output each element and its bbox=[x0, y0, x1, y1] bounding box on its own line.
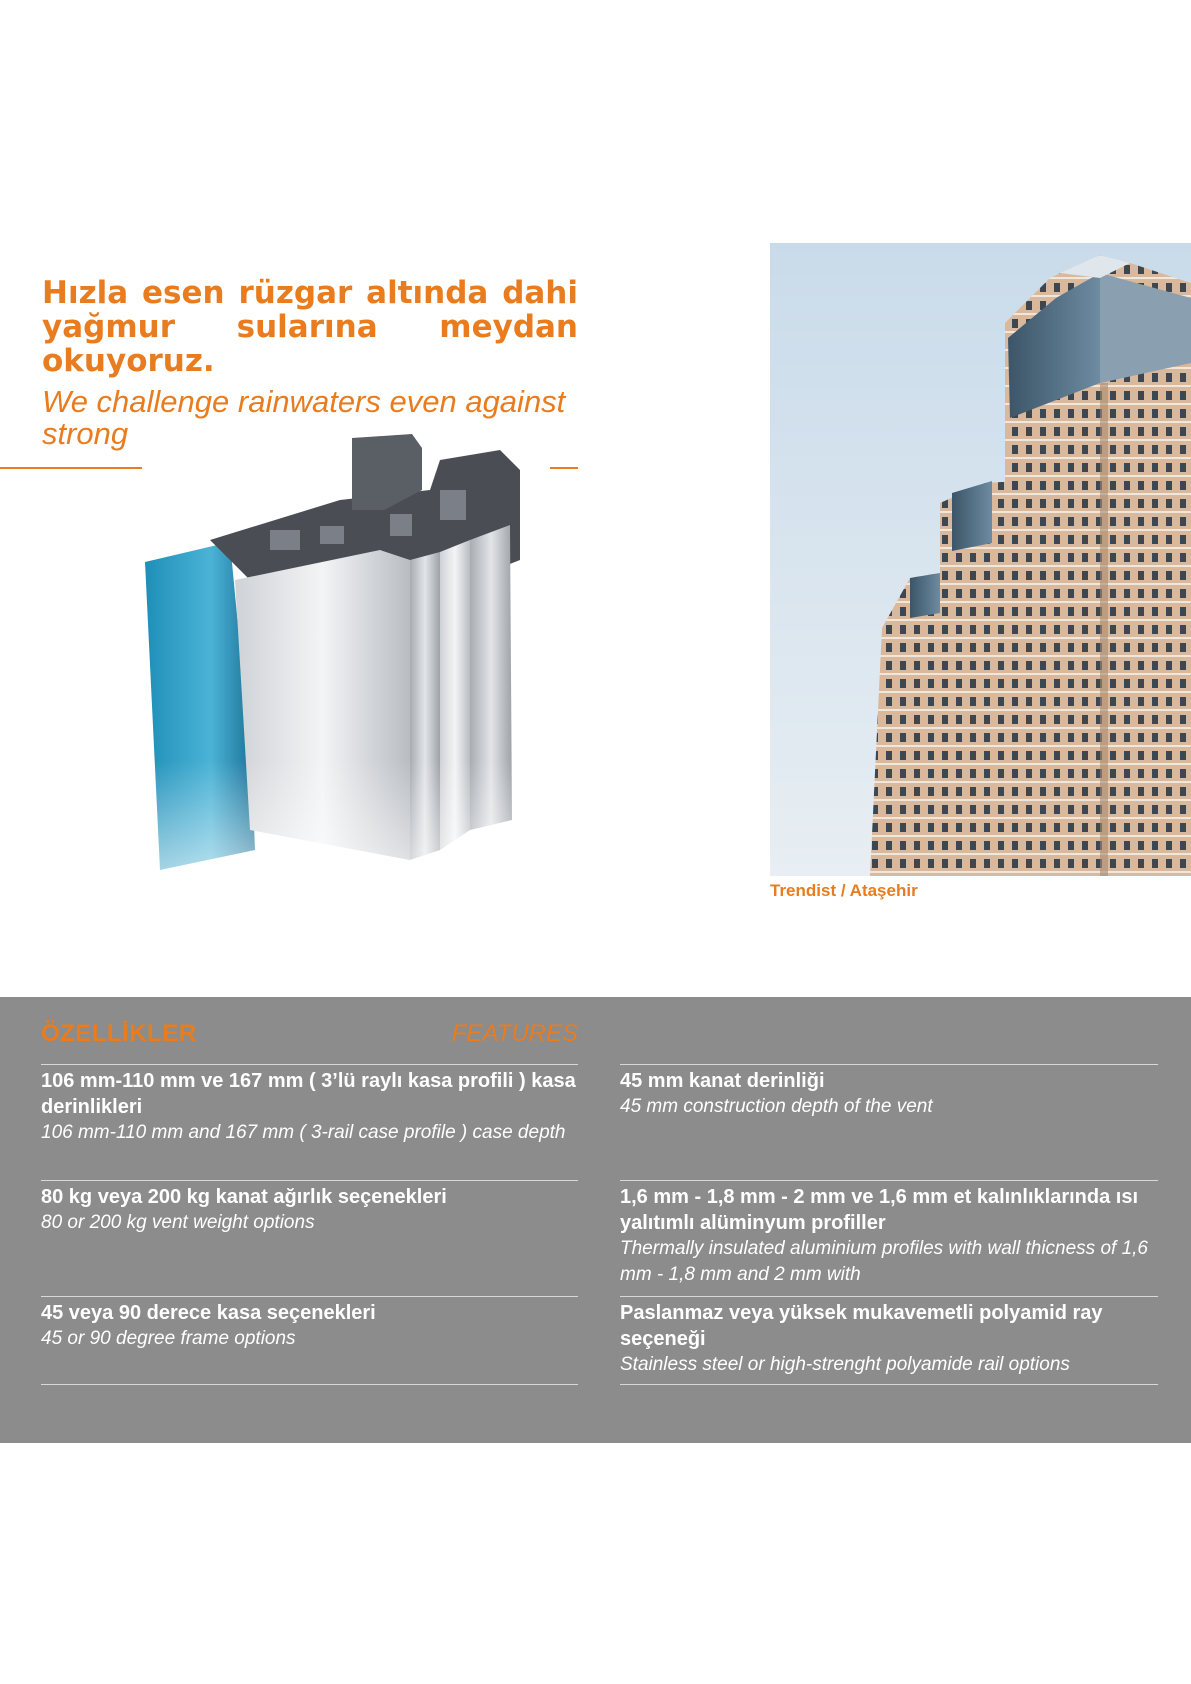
feature-text-en: 45 mm construction depth of the vent bbox=[620, 1096, 933, 1117]
feature-item bbox=[41, 1184, 581, 1236]
divider bbox=[41, 1296, 578, 1297]
feature-item bbox=[41, 1068, 581, 1146]
orange-divider-left bbox=[0, 467, 142, 469]
building-photo bbox=[770, 243, 1191, 876]
headline-tr: Hızla esen rüzgar altında dahi yağmur sularına meydan okuyoruz. bbox=[42, 275, 578, 379]
divider bbox=[41, 1064, 578, 1065]
feature-text-en: 45 or 90 degree frame options bbox=[41, 1328, 296, 1349]
feature-item bbox=[41, 1300, 581, 1352]
divider bbox=[41, 1180, 578, 1181]
feature-text-tr: Paslanmaz veya yüksek mukavemetli polyamid ray seçeneği bbox=[620, 1302, 1103, 1350]
feature-text-en: Thermally insulated aluminium profiles with wall thicness of 1,6 mm - 1,8 mm and 2 mm with bbox=[620, 1238, 1149, 1285]
feature-item bbox=[620, 1184, 1160, 1288]
divider bbox=[620, 1296, 1158, 1297]
divider bbox=[41, 1384, 578, 1385]
aluminium-profile-image bbox=[140, 430, 560, 950]
feature-text-tr: 45 mm kanat derinliği bbox=[620, 1070, 825, 1092]
feature-text-tr: 80 kg veya 200 kg kanat ağırlık seçenekleri bbox=[41, 1186, 447, 1208]
features-title-en: FEATURES bbox=[451, 1020, 578, 1047]
features-title-tr: ÖZELLİKLER bbox=[41, 1020, 197, 1047]
divider bbox=[620, 1180, 1158, 1181]
feature-text-tr: 45 veya 90 derece kasa seçenekleri bbox=[41, 1302, 376, 1324]
feature-text-en: Stainless steel or high-strenght polyamide rail options bbox=[620, 1354, 1070, 1375]
divider bbox=[620, 1384, 1158, 1385]
photo-caption: Trendist / Ataşehir bbox=[770, 881, 918, 900]
feature-text-tr: 106 mm-110 mm ve 167 mm ( 3’lü raylı kasa profili ) kasa derinlikleri bbox=[41, 1070, 576, 1118]
feature-text-tr: 1,6 mm - 1,8 mm - 2 mm ve 1,6 mm et kalınlıklarında ısı yalıtımlı alüminyum profiller bbox=[620, 1186, 1139, 1234]
feature-item bbox=[620, 1300, 1160, 1378]
feature-item bbox=[620, 1068, 1160, 1120]
headline-en: We challenge rainwaters even against strong bbox=[42, 384, 566, 451]
feature-text-en: 80 or 200 kg vent weight options bbox=[41, 1212, 315, 1233]
divider bbox=[620, 1064, 1158, 1065]
feature-text-en: 106 mm-110 mm and 167 mm ( 3-rail case profile ) case depth bbox=[41, 1122, 566, 1143]
